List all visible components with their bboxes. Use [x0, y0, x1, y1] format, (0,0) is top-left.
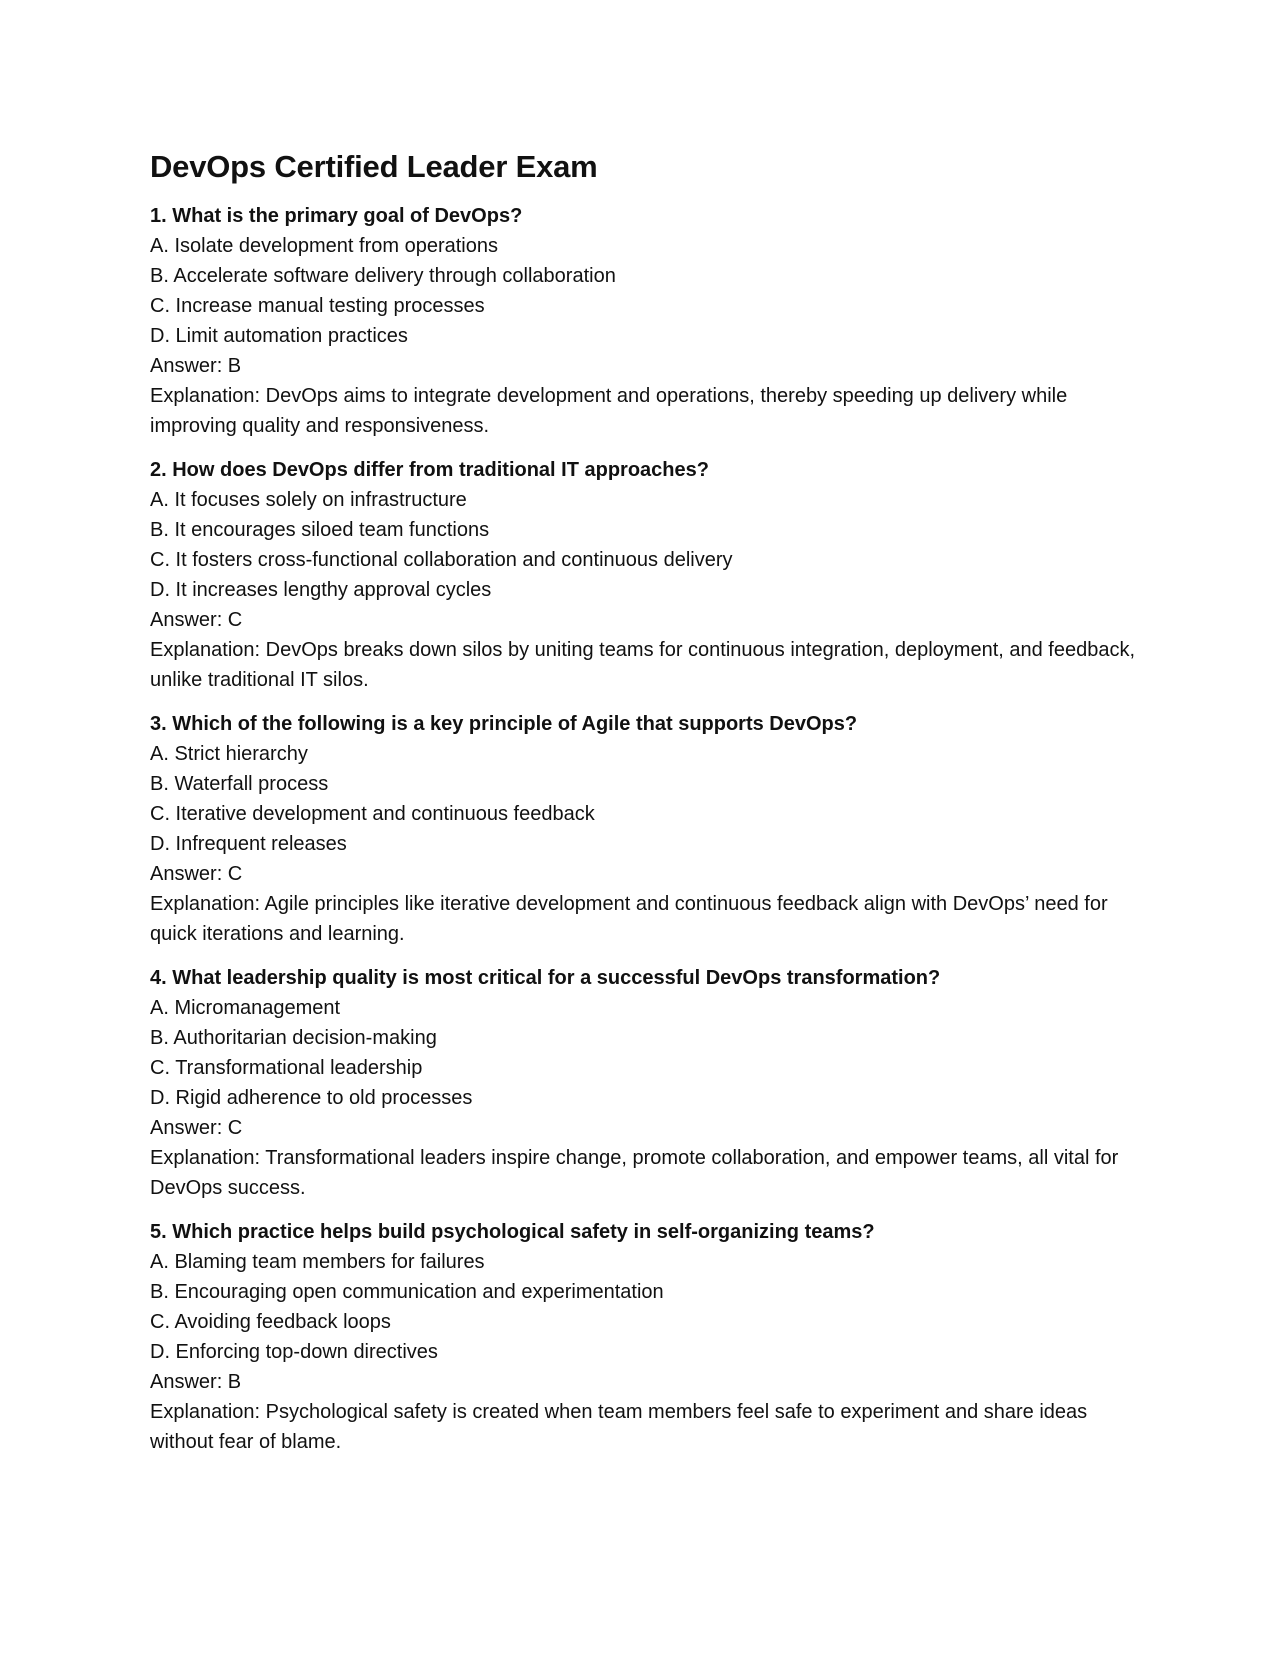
question-block-2	[150, 455, 1140, 695]
option-c: C. Transformational leadership	[150, 1057, 423, 1079]
question-block-4	[150, 963, 1140, 1203]
answer-text: Answer: C	[150, 1117, 243, 1139]
option-d: D. Rigid adherence to old processes	[150, 1087, 473, 1109]
question-block-3	[150, 709, 1140, 949]
option-d: D. Enforcing top-down directives	[150, 1341, 438, 1363]
option-list	[150, 1247, 1140, 1367]
explanation-text: Explanation: DevOps aims to integrate development and operations, thereby speeding up delivery while improving quality and responsiveness.	[150, 385, 1068, 437]
option-a: A. Blaming team members for failures	[150, 1251, 485, 1273]
question-text: 1. What is the primary goal of DevOps?	[150, 205, 523, 227]
option-d: D. Infrequent releases	[150, 833, 347, 855]
option-d: D. Limit automation practices	[150, 325, 408, 347]
question-block-5	[150, 1217, 1140, 1457]
answer-text: Answer: C	[150, 863, 243, 885]
question-text: 3. Which of the following is a key principle of Agile that supports DevOps?	[150, 713, 858, 735]
explanation-text: Explanation: DevOps breaks down silos by uniting teams for continuous integration, deployment, and feedback, unlike traditional IT silos.	[150, 639, 1136, 691]
option-a: A. It focuses solely on infrastructure	[150, 489, 467, 511]
explanation-text: Explanation: Agile principles like iterative development and continuous feedback align with DevOps’ need for quick iterations and learning.	[150, 893, 1108, 945]
explanation-text: Explanation: Transformational leaders inspire change, promote collaboration, and empower teams, all vital for DevOps success.	[150, 1147, 1119, 1199]
option-a: A. Strict hierarchy	[150, 743, 308, 765]
option-c: C. Avoiding feedback loops	[150, 1311, 391, 1333]
option-list	[150, 485, 1140, 605]
document-page	[150, 148, 1140, 1471]
answer-text: Answer: B	[150, 1371, 242, 1393]
option-c: C. Increase manual testing processes	[150, 295, 485, 317]
option-list	[150, 231, 1140, 351]
question-text: 4. What leadership quality is most critical for a successful DevOps transformation?	[150, 967, 941, 989]
option-b: B. Waterfall process	[150, 773, 329, 795]
option-c: C. Iterative development and continuous feedback	[150, 803, 595, 825]
option-a: A. Isolate development from operations	[150, 235, 498, 257]
option-b: B. It encourages siloed team functions	[150, 519, 490, 541]
option-d: D. It increases lengthy approval cycles	[150, 579, 492, 601]
option-list	[150, 739, 1140, 859]
question-text: 5. Which practice helps build psychological safety in self-organizing teams?	[150, 1221, 875, 1243]
question-block-1	[150, 201, 1140, 441]
question-text: 2. How does DevOps differ from traditional IT approaches?	[150, 459, 709, 481]
option-c: C. It fosters cross-functional collaboration and continuous delivery	[150, 549, 733, 571]
option-b: B. Accelerate software delivery through collaboration	[150, 265, 616, 287]
option-b: B. Encouraging open communication and experimentation	[150, 1281, 664, 1303]
document-title: DevOps Certified Leader Exam	[150, 149, 598, 184]
explanation-text: Explanation: Psychological safety is created when team members feel safe to experiment and share ideas without fear of blame.	[150, 1401, 1088, 1453]
option-list	[150, 993, 1140, 1113]
option-b: B. Authoritarian decision-making	[150, 1027, 437, 1049]
option-a: A. Micromanagement	[150, 997, 341, 1019]
answer-text: Answer: B	[150, 355, 242, 377]
answer-text: Answer: C	[150, 609, 243, 631]
